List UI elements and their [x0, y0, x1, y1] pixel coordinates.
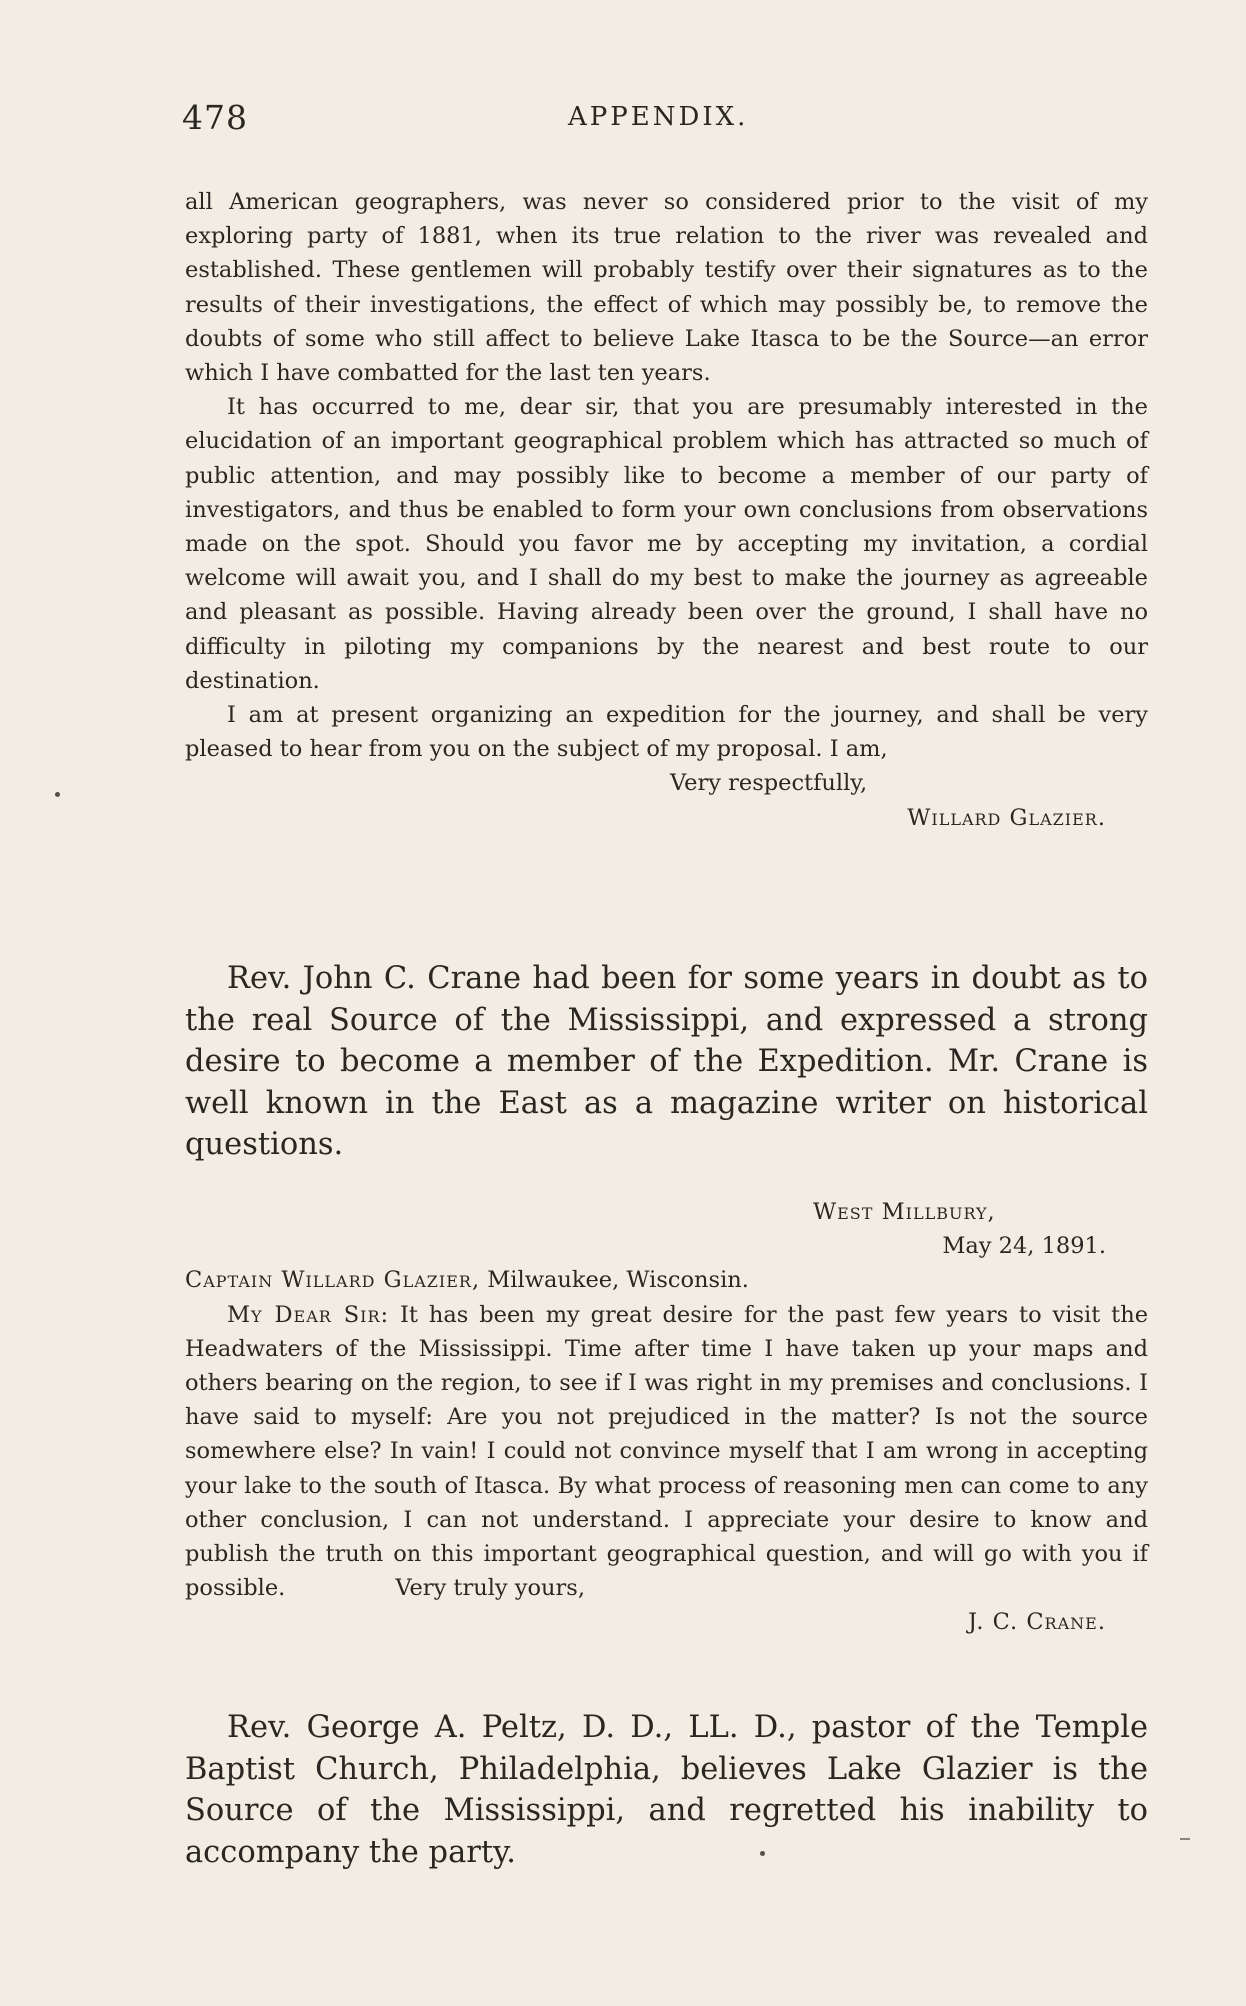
- crane-letter-body: [185, 1298, 1148, 1606]
- glazier-letter-signature: Willard Glazier.: [907, 804, 1106, 831]
- margin-mark: [55, 792, 60, 797]
- crane-letter-date: May 24, 1891.: [942, 1233, 1106, 1260]
- glazier-letter-paragraph-3: I am at present organizing an expedition for the journey, and shall be very pleased to hear from you on the subject of my proposal. I am,: [185, 702, 1148, 763]
- crane-letter-body-text: It has been my great desire for the past few years to visit the Headwaters of the Mississippi. Time after time I have taken up your maps and others bearing on the region, to see if I was right in my premises and conclusions. I have said to myself: Are you not prejudiced in the matter? Is not the source somewhere else? In vain! I could not convince myself that I am wrong in accepting your lake to the south of Itasca. By what process of reasoning men can come to any other conclusion, I can not understand. I appreciate your desire to know and publish the truth on this important geographical question, and will go with you if possible.: [185, 1301, 1149, 1602]
- crane-letter-salutation: My Dear Sir:: [227, 1301, 390, 1328]
- glazier-letter-paragraph-2: It has occurred to me, dear sir, that you are presumably interested in the elucidation of an important geographical problem which has attracted so much of public attention, and may possibly like to become a member of our party of investigators, and thus be enabled to form your own conclusions from observations made on the spot. Should you favor me by accepting my invitation, a cordial welcome will await you, and I shall do my best to make the journey as agreeable and pleasant as possible. Having already been over the ground, I shall have no difficulty in piloting my companions by the nearest and best route to our destination.: [185, 394, 1148, 694]
- crane-letter-addressee: Captain Willard Glazier,: [185, 1267, 481, 1294]
- running-head: APPENDIX.: [568, 102, 749, 132]
- peltz-note: [185, 1707, 1148, 1873]
- peltz-note-text: Rev. George A. Peltz, D. D., LL. D., pastor of the Temple Baptist Church, Philadelphia, believes Lake Glazier is the Source of the Mississippi, and regretted his inability to accompany the party.: [185, 1710, 1148, 1870]
- page-number: 478: [182, 98, 248, 137]
- crane-introduction: [185, 958, 1148, 1166]
- crane-letter: [185, 1195, 1148, 1640]
- crane-letter-signature: J. C. Crane.: [968, 1609, 1106, 1636]
- crane-letter-closing: Very truly yours,: [395, 1575, 585, 1602]
- glazier-letter-paragraph-1: all American geographers, was never so considered prior to the visit of my exploring party of 1881, when its true relation to the river was revealed and established. These gentlemen will probably testify over their signatures as to the results of their investigations, the effect of which may possibly be, to remove the doubts of some who still affect to believe Lake Itasca to be the Source—an error which I have combatted for the last ten years.: [185, 189, 1148, 387]
- glazier-letter: [185, 185, 1148, 835]
- glazier-letter-closing: Very respectfully,: [670, 770, 868, 797]
- crane-letter-place: West Millbury,: [813, 1199, 996, 1225]
- edge-mark: [1180, 1838, 1190, 1840]
- stray-mark: [760, 1851, 765, 1856]
- crane-letter-address: [185, 1263, 1148, 1297]
- crane-letter-address-place: Milwaukee, Wisconsin.: [480, 1267, 749, 1294]
- page-header: [180, 98, 1148, 142]
- crane-introduction-text: Rev. John C. Crane had been for some years in doubt as to the real Source of the Mississippi, and expressed a strong desire to become a member of the Expedition. Mr. Crane is well known in the East as a magazine writer on historical questions.: [185, 961, 1148, 1163]
